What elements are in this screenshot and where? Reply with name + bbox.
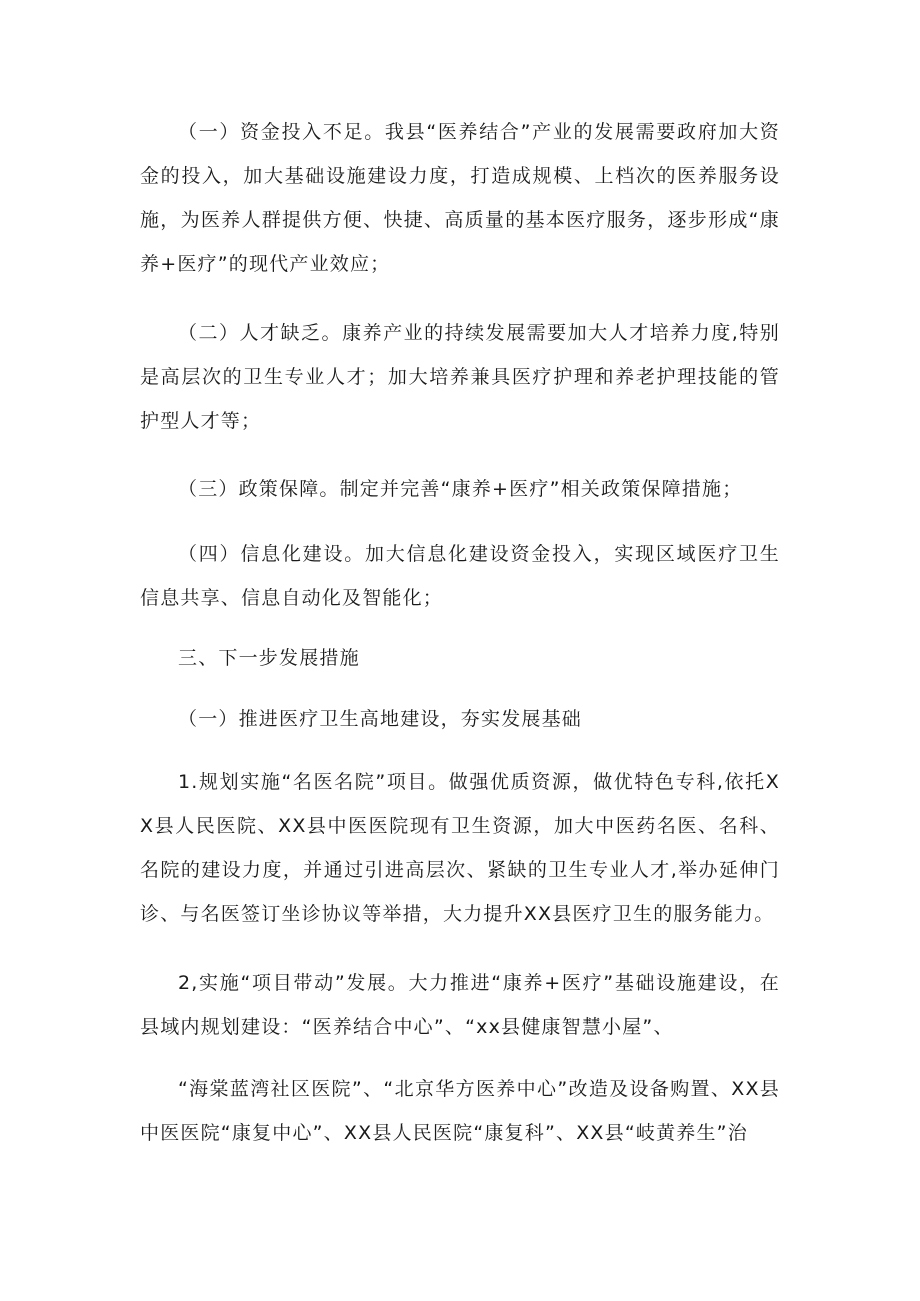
paragraph-project-list-continued: “海棠蓝湾社区医院”、“北京华方医养中心”改造及设备购置、XX县中医医院“康复中心”、XX县人民医院“康复科”、XX县“岐黄养生”治 — [140, 1078, 780, 1144]
paragraph-funding-shortage: （一）资金投入不足。我县“医养结合”产业的发展需要政府加大资金的投入，加大基础设施建设力度，打造成规模、上档次的医养服务设施，为医养人群提供方便、快捷、高质量的基本医疗服务，逐步形成“康养+医疗”的现代产业效应； — [140, 121, 780, 275]
paragraph-policy-guarantee: （三）政策保障。制定并完善“康养+医疗”相关政策保障措施； — [178, 478, 743, 500]
subsection-heading-medical-highland: （一）推进医疗卫生高地建设，夯实发展基础 — [178, 708, 583, 730]
paragraph-informatization: （四）信息化建设。加大信息化建设资金投入，实现区域医疗卫生信息共享、信息自动化及智能化； — [140, 543, 780, 609]
paragraph-talent-shortage: （二）人才缺乏。康养产业的持续发展需要加大人才培养力度,特别是高层次的卫生专业人才；加大培养兼具医疗护理和养老护理技能的管护型人才等； — [140, 322, 780, 432]
paragraph-project-driven: 2,实施“项目带动”发展。大力推进“康养+医疗”基础设施建设，在县域内规划建设：“医养结合中心”、“xx县健康智慧小屋”、 — [140, 972, 780, 1038]
paragraph-famous-doctors-project: 1.规划实施“名医名院”项目。做强优质资源，做优特色专科,依托XX县人民医院、XX县中医医院现有卫生资源，加大中医药名医、名科、名院的建设力度，并通过引进高层次、紧缺的卫生专业人才,举办延伸门诊、与名医签订坐诊协议等举措，大力提升XX县医疗卫生的服务能力。 — [140, 771, 780, 925]
section-heading-next-steps: 三、下一步发展措施 — [178, 647, 360, 669]
